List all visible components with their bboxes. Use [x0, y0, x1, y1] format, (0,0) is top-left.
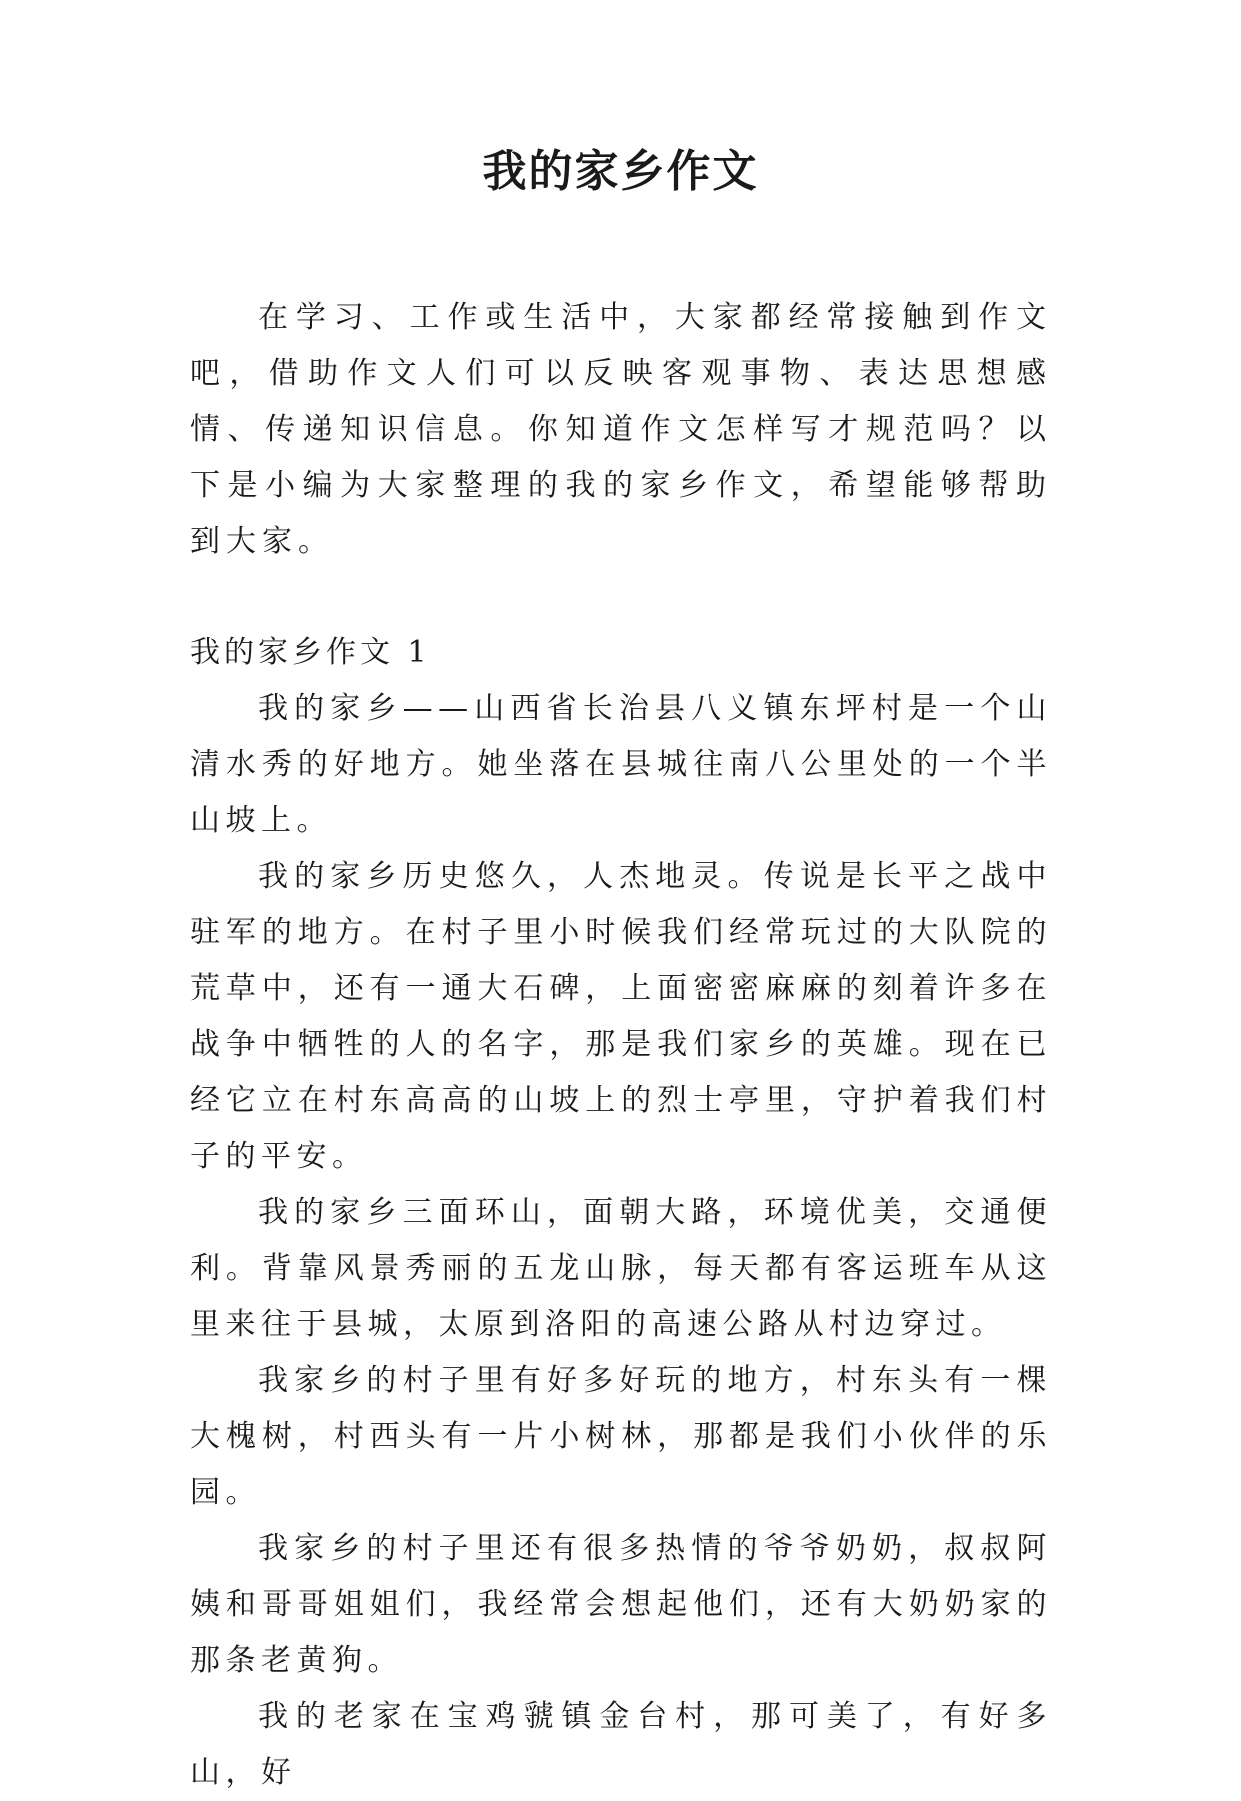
body-paragraph: 我的家乡三面环山，面朝大路，环境优美，交通便利。背靠风景秀丽的五龙山脉，每天都有客运班车从这里来往于县城，太原到洛阳的高速公路从村边穿过。 [190, 1195, 1052, 1342]
intro-paragraph: 在学习、工作或生活中，大家都经常接触到作文吧，借助作文人们可以反映客观事物、表达思想感情、传递知识信息。你知道作文怎样写才规范吗？以下是小编为大家整理的我的家乡作文，希望能够帮助到大家。 [190, 300, 1052, 559]
section-heading: 我的家乡作文 1 [190, 635, 431, 670]
document-body [190, 290, 1052, 1801]
body-paragraph: 我的家乡历史悠久，人杰地灵。传说是长平之战中驻军的地方。在村子里小时候我们经常玩过的大队院的荒草中，还有一通大石碑，上面密密麻麻的刻着许多在战争中牺牲的人的名字，那是我们家乡的英雄。现在已经它立在村东高高的山坡上的烈士亭里，守护着我们村子的平安。 [190, 859, 1052, 1174]
body-paragraph: 我的老家在宝鸡虢镇金台村，那可美了，有好多山，好 [190, 1699, 1052, 1790]
document-title: 我的家乡作文 [482, 146, 759, 197]
body-paragraph: 我的家乡——山西省长治县八义镇东坪村是一个山清水秀的好地方。她坐落在县城往南八公里处的一个半山坡上。 [190, 691, 1052, 838]
body-paragraph: 我家乡的村子里还有很多热情的爷爷奶奶，叔叔阿姨和哥哥姐姐们，我经常会想起他们，还有大奶奶家的那条老黄狗。 [190, 1531, 1052, 1678]
body-paragraph: 我家乡的村子里有好多好玩的地方，村东头有一棵大槐树，村西头有一片小树林，那都是我们小伙伴的乐园。 [190, 1363, 1052, 1510]
